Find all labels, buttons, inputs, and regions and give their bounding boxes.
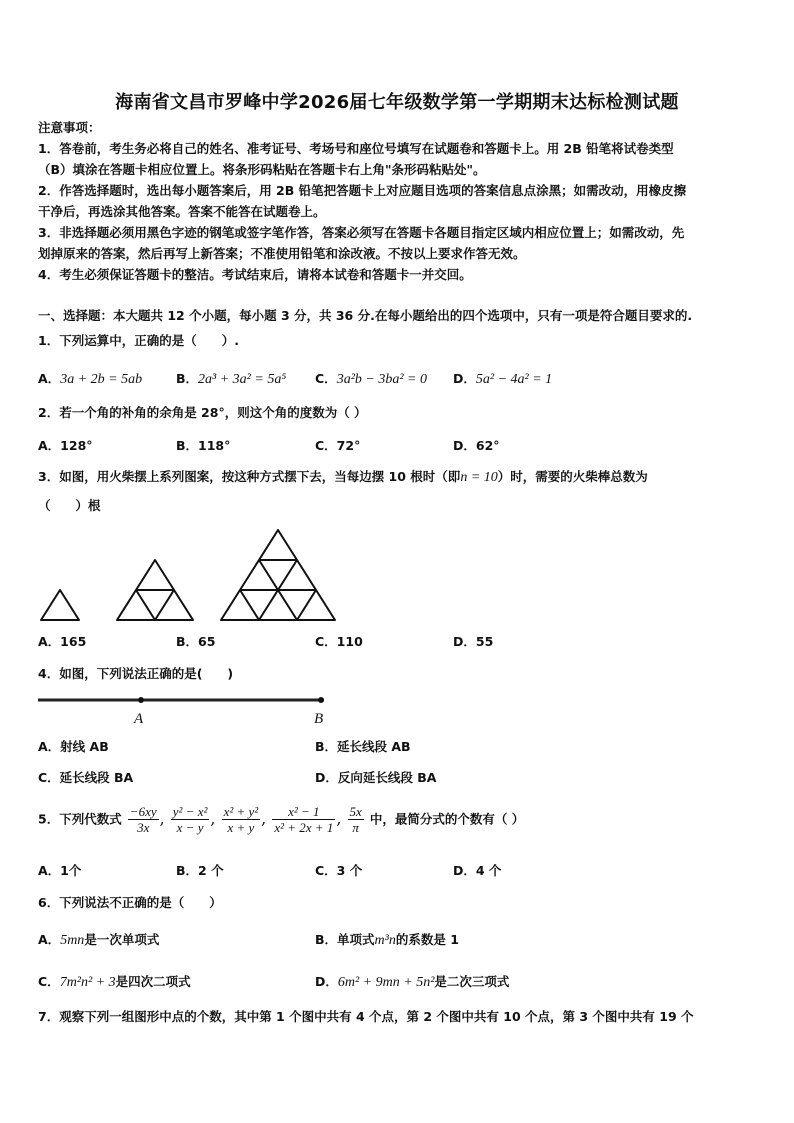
q1-option-c: C．3a²b − 3ba² = 0 <box>315 371 427 387</box>
notice-line: （B）填涂在答题卡相应位置上。将条形码粘贴在答题卡右上角"条形码粘贴处"。 <box>38 162 486 177</box>
q5-option-c: C．3 个 <box>315 863 363 878</box>
q4-option-b: B．延长线段 AB <box>315 739 411 754</box>
q2-option-d: D．62° <box>453 438 500 453</box>
q5-option-d: D．4 个 <box>453 863 502 878</box>
notice-line: 1．答卷前，考生务必将自己的姓名、准考证号、考场号和座位号填写在试题卷和答题卡上。用 2B 铅笔将试卷类型 <box>38 141 674 156</box>
point-a-label: A <box>134 711 144 727</box>
question-7-stem: 7．观察下列一组图形中点的个数，其中第 1 个图中共有 4 个点，第 2 个图中共有 10 个点，第 3 个图中共有 19 个 <box>38 1009 694 1024</box>
question-5-stem: 5．下列代数式 $\frac{-6xy}{3x}$ , $\frac{\text{y² − x²}}{x - y}$ , $\frac{\text{x² + y²}}{x + y}$ , $\frac{\text{x² − 1}}{\text{x² + 2x + 1}}$ , $\frac{5x}{\pi}$ 中，最简分式的个数有（ ） <box>38 804 525 835</box>
notice-line: 3．非选择题必须用黑色字迹的钢笔或签字笔作答，答案必须写在答题卡各题目指定区域内相应位置上；如需改动，先 <box>38 225 685 240</box>
question-2-stem: 2．若一个角的补角的余角是 28°，则这个角的度数为（ ） <box>38 405 367 420</box>
question-1-stem: 1．下列运算中，正确的是（ ）. <box>38 333 239 348</box>
q1-option-b: B．2a³ + 3a² = 5a⁵ <box>176 371 287 387</box>
page-title: 海南省文昌市罗峰中学2026届七年级数学第一学期期末达标检测试题 <box>115 92 679 113</box>
notice-heading: 注意事项： <box>38 120 101 135</box>
q2-option-b: B．118° <box>176 438 231 453</box>
question-4-stem: 4．如图，下列说法正确的是( ) <box>38 666 234 681</box>
ray-figure <box>36 690 336 728</box>
notice-line: 2．作答选择题时，选出每小题答案后，用 2B 铅笔把答题卡上对应题目选项的答案信息点涂黑；如需改动，用橡皮擦 <box>38 183 687 198</box>
q6-option-d: D．6m² + 9mn + 5n²是二次三项式 <box>315 974 510 990</box>
q5-option-b: B．2 个 <box>176 863 224 878</box>
q4-option-a: A．射线 AB <box>38 739 109 754</box>
q2-option-a: A．128° <box>38 438 93 453</box>
q3-option-c: C．110 <box>315 634 363 649</box>
q3-option-d: D．55 <box>453 634 494 649</box>
q6-option-b: B．单项式m³n的系数是 1 <box>315 932 459 948</box>
question-6-stem: 6．下列说法不正确的是（ ） <box>38 895 222 910</box>
fraction-4: $\frac{\text{x² − 1}}{\text{x² + 2x + 1}}$ <box>274 804 334 835</box>
q6-option-c: C．7m²n² + 3是四次二项式 <box>38 974 191 990</box>
matchstick-triangles-figure <box>36 524 346 624</box>
fraction-1: $\frac{-6xy}{3x}$ <box>129 804 157 835</box>
question-3-stem-end: （ ）根 <box>38 498 101 513</box>
point-b-dot <box>318 697 324 703</box>
q1-option-d: D．5a² − 4a² = 1 <box>453 371 553 387</box>
fraction-2: $\frac{\text{y² − x²}}{x - y}$ <box>172 804 208 835</box>
q6-option-a: A．5mn是一次单项式 <box>38 932 160 948</box>
triangle-figure-2 <box>117 560 193 620</box>
q4-option-d: D．反向延长线段 BA <box>315 770 437 785</box>
question-3-stem: 3．如图，用火柴摆上系列图案，按这种方式摆下去，当每边摆 10 根时（即n = 10）时，需要的火柴棒总数为 <box>38 469 648 485</box>
q5-option-a: A．1个 <box>38 863 82 878</box>
q2-option-c: C．72° <box>315 438 361 453</box>
section-heading: 一、选择题：本大题共 12 个小题，每小题 3 分，共 36 分.在每小题给出的四个选项中，只有一项是符合题目要求的. <box>38 308 693 323</box>
point-b-label: B <box>314 711 324 727</box>
triangle-figure-1 <box>41 590 79 620</box>
q1-option-a: A．3a + 2b = 5ab <box>38 371 143 387</box>
fraction-3: $\frac{\text{x² + y²}}{x + y}$ <box>223 804 259 835</box>
q3-option-b: B．65 <box>176 634 216 649</box>
notice-line: 4．考生必须保证答题卡的整洁。考试结束后，请将本试卷和答题卡一并交回。 <box>38 267 472 282</box>
notice-line: 干净后，再选涂其他答案。答案不能答在试题卷上。 <box>38 204 326 219</box>
triangle-figure-3 <box>221 530 335 620</box>
q3-option-a: A．165 <box>38 634 87 649</box>
point-a-dot <box>138 697 144 703</box>
notice-line: 划掉原来的答案，然后再写上新答案；不准使用铅笔和涂改液。不按以上要求作答无效。 <box>38 246 526 261</box>
fraction-5: $\frac{5x}{\pi}$ <box>349 804 362 835</box>
q4-option-c: C．延长线段 BA <box>38 770 134 785</box>
